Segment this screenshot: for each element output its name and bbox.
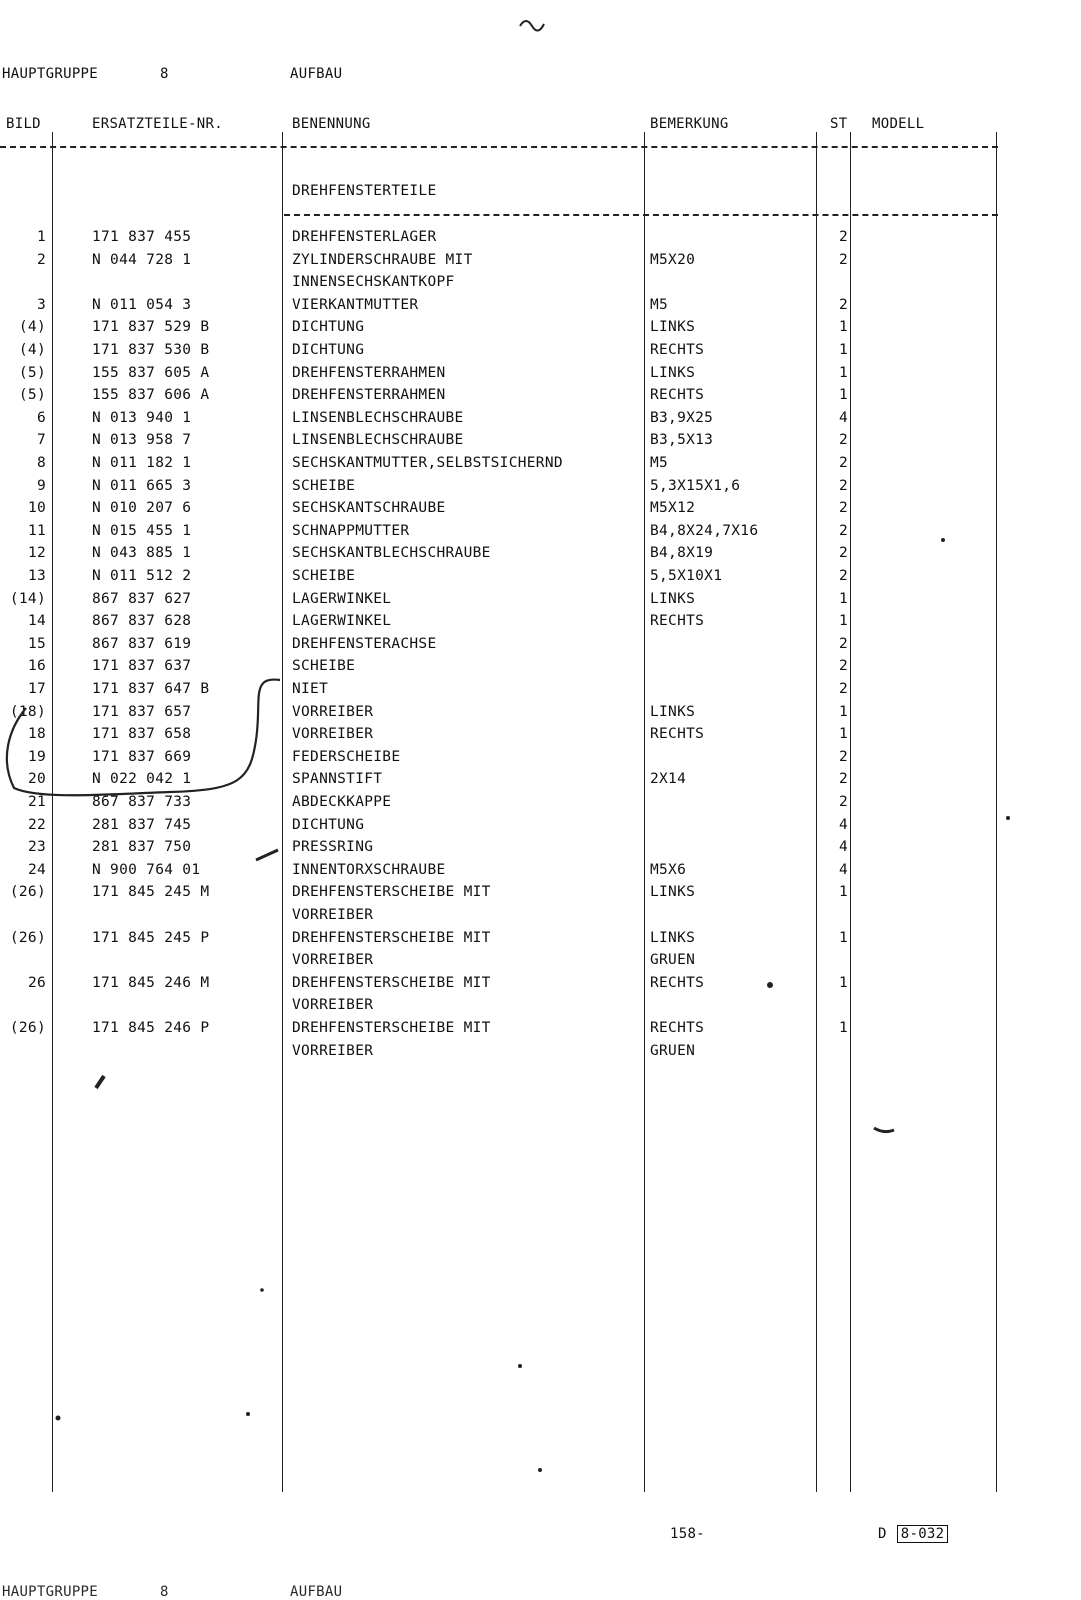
- bild-cell: 24: [27, 861, 46, 878]
- description-cell: NIET: [292, 681, 329, 697]
- part-number-cell: 171 845 245 M: [92, 884, 210, 901]
- description-cell: LINSENBLECHSCHRAUBE: [292, 432, 464, 449]
- bild-cell: 14: [27, 613, 46, 630]
- part-number-cell: 281 837 750: [92, 839, 192, 856]
- bild-cell: 17: [27, 681, 46, 697]
- quantity-cell: 2: [838, 748, 848, 765]
- bild-cell: (4): [18, 319, 46, 336]
- table-row: [0, 365, 1081, 387]
- table-row: [0, 817, 1081, 839]
- table-row: [0, 432, 1081, 454]
- bild-cell: 22: [27, 816, 46, 833]
- description-cell: VORREIBER: [292, 907, 374, 923]
- group-name: AUFBAU: [290, 66, 343, 82]
- description-cell: DREHFENSTERSCHEIBE MIT: [292, 974, 491, 991]
- quantity-cell: 2: [838, 296, 848, 313]
- pen-mark: [96, 1076, 104, 1088]
- table-row: [0, 500, 1081, 522]
- description-cell: VORREIBER: [292, 952, 374, 969]
- remark-cell: B4,8X19: [650, 545, 714, 562]
- table-row: [0, 410, 1081, 432]
- quantity-cell: 4: [838, 839, 848, 856]
- description-cell: SCHEIBE: [292, 568, 356, 584]
- part-number-cell: 171 845 246 P: [92, 1020, 210, 1036]
- description-cell: SCHEIBE: [292, 658, 356, 675]
- description-cell: LAGERWINKEL: [292, 613, 392, 630]
- remark-cell: B4,8X24,7X16: [650, 522, 759, 539]
- part-number-cell: N 043 885 1: [92, 545, 192, 562]
- bild-cell: 23: [27, 839, 46, 856]
- table-row: [0, 771, 1081, 793]
- quantity-cell: 1: [838, 703, 848, 720]
- description-cell: ABDECKKAPPE: [292, 794, 392, 810]
- description-cell: LINSENBLECHSCHRAUBE: [292, 409, 464, 426]
- col-header-st: ST: [830, 116, 848, 132]
- quantity-cell: 2: [838, 635, 848, 652]
- table-row: [0, 884, 1081, 906]
- bild-cell: (14): [9, 590, 46, 607]
- table-row: [0, 862, 1081, 884]
- col-header-nr: ERSATZTEILE-NR.: [92, 116, 223, 132]
- quantity-cell: 4: [838, 861, 848, 878]
- table-row: [0, 591, 1081, 613]
- remark-cell: GRUEN: [650, 1042, 696, 1059]
- group-label: HAUPTGRUPPE: [2, 66, 99, 82]
- group-number: 8: [160, 66, 169, 82]
- quantity-cell: 2: [838, 771, 848, 788]
- description-cell: FEDERSCHEIBE: [292, 748, 401, 765]
- description-cell: VORREIBER: [292, 997, 374, 1014]
- table-row: [0, 636, 1081, 658]
- table-row: [0, 297, 1081, 319]
- quantity-cell: 1: [838, 342, 848, 358]
- quantity-cell: 2: [838, 251, 848, 268]
- description-cell: PRESSRING: [292, 839, 374, 856]
- part-number-cell: N 011 182 1: [92, 455, 192, 471]
- quantity-cell: 2: [838, 794, 848, 810]
- description-cell: VIERKANTMUTTER: [292, 296, 419, 313]
- bild-cell: (5): [18, 387, 46, 404]
- remark-cell: 2X14: [650, 771, 687, 788]
- quantity-cell: 1: [838, 613, 848, 630]
- table-row: [0, 658, 1081, 680]
- group-label: HAUPTGRUPPE: [2, 1584, 99, 1600]
- part-number-cell: 867 837 733: [92, 794, 192, 810]
- quantity-cell: 2: [838, 681, 848, 697]
- part-number-cell: 867 837 619: [92, 635, 192, 652]
- table-row: [0, 568, 1081, 590]
- table-row: [0, 952, 1081, 974]
- description-cell: LAGERWINKEL: [292, 590, 392, 607]
- scan-speck: [246, 1412, 250, 1416]
- bild-cell: 6: [36, 409, 46, 426]
- remark-cell: RECHTS: [650, 1020, 705, 1036]
- table-row: [0, 726, 1081, 748]
- description-cell: DREHFENSTERSCHEIBE MIT: [292, 929, 491, 946]
- bild-cell: (26): [9, 929, 46, 946]
- bild-cell: (4): [18, 342, 46, 358]
- table-row: [0, 545, 1081, 567]
- quantity-cell: 2: [838, 477, 848, 494]
- quantity-cell: 4: [838, 816, 848, 833]
- bild-cell: 18: [27, 726, 46, 743]
- description-cell: DREHFENSTERSCHEIBE MIT: [292, 1020, 491, 1036]
- table-row: [0, 387, 1081, 409]
- quantity-cell: 2: [838, 432, 848, 449]
- table-row: [0, 252, 1081, 274]
- col-header-benennung: BENENNUNG: [292, 116, 371, 132]
- page-reference: [878, 1526, 948, 1542]
- bild-cell: 10: [27, 500, 46, 517]
- quantity-cell: 1: [838, 726, 848, 743]
- bild-cell: (5): [18, 364, 46, 381]
- group-name: AUFBAU: [290, 1584, 343, 1600]
- description-cell: SECHSKANTSCHRAUBE: [292, 500, 446, 517]
- table-row: [0, 975, 1081, 997]
- part-number-cell: 171 845 245 P: [92, 929, 210, 946]
- part-number-cell: N 011 512 2: [92, 568, 192, 584]
- bild-cell: 3: [36, 296, 46, 313]
- bild-cell: 15: [27, 635, 46, 652]
- remark-cell: LINKS: [650, 590, 696, 607]
- bild-cell: (26): [9, 884, 46, 901]
- table-row: [0, 997, 1081, 1019]
- section-title: DREHFENSTERTEILE: [292, 183, 437, 199]
- quantity-cell: 2: [838, 229, 848, 245]
- part-number-cell: N 011 665 3: [92, 477, 192, 494]
- bild-cell: 13: [27, 568, 46, 584]
- scan-speck: [260, 1288, 264, 1292]
- part-number-cell: 155 837 605 A: [92, 364, 210, 381]
- bild-cell: 11: [27, 522, 46, 539]
- description-cell: DREHFENSTERRAHMEN: [292, 387, 446, 404]
- bild-cell: 21: [27, 794, 46, 810]
- remark-cell: B3,5X13: [650, 432, 714, 449]
- table-row: [0, 613, 1081, 635]
- page-ref-prefix: D: [878, 1526, 887, 1542]
- part-number-cell: N 011 054 3: [92, 296, 192, 313]
- table-row: [0, 478, 1081, 500]
- table-row: [0, 1043, 1081, 1065]
- part-number-cell: 171 845 246 M: [92, 974, 210, 991]
- part-number-cell: 171 837 455: [92, 229, 192, 245]
- description-cell: SPANNSTIFT: [292, 771, 383, 788]
- part-number-cell: N 015 455 1: [92, 522, 192, 539]
- header-rule: [0, 146, 998, 148]
- remark-cell: LINKS: [650, 929, 696, 946]
- pen-mark: [520, 21, 544, 31]
- part-number-cell: 171 837 530 B: [92, 342, 210, 358]
- pen-mark: [874, 1128, 894, 1132]
- quantity-cell: 2: [838, 455, 848, 471]
- description-cell: DREHFENSTERLAGER: [292, 229, 437, 245]
- remark-cell: M5X6: [650, 861, 687, 878]
- part-number-cell: 281 837 745: [92, 816, 192, 833]
- bild-cell: 19: [27, 748, 46, 765]
- part-number-cell: N 010 207 6: [92, 500, 192, 517]
- table-row: [0, 704, 1081, 726]
- table-row: [0, 907, 1081, 929]
- remark-cell: GRUEN: [650, 952, 696, 969]
- part-number-cell: 867 837 628: [92, 613, 192, 630]
- remark-cell: RECHTS: [650, 726, 705, 743]
- table-row: [0, 342, 1081, 364]
- quantity-cell: 2: [838, 545, 848, 562]
- table-row: [0, 930, 1081, 952]
- col-header-bild: BILD: [6, 116, 41, 132]
- description-cell: INNENSECHSKANTKOPF: [292, 274, 455, 291]
- quantity-cell: 1: [838, 387, 848, 404]
- table-row: [0, 749, 1081, 771]
- remark-cell: LINKS: [650, 884, 696, 901]
- quantity-cell: 1: [838, 319, 848, 336]
- remark-cell: M5X12: [650, 500, 696, 517]
- remark-cell: M5: [650, 455, 669, 471]
- remark-cell: LINKS: [650, 319, 696, 336]
- remark-cell: RECHTS: [650, 387, 705, 404]
- description-cell: SECHSKANTBLECHSCHRAUBE: [292, 545, 491, 562]
- quantity-cell: 1: [838, 929, 848, 946]
- scan-speck: [518, 1364, 522, 1368]
- table-row: [0, 681, 1081, 703]
- scan-speck: [538, 1468, 542, 1472]
- remark-cell: LINKS: [650, 703, 696, 720]
- quantity-cell: 1: [838, 884, 848, 901]
- bild-cell: 1: [36, 229, 46, 245]
- remark-cell: RECHTS: [650, 974, 705, 991]
- bild-cell: 8: [36, 455, 46, 471]
- part-number-cell: 867 837 627: [92, 590, 192, 607]
- description-cell: DICHTUNG: [292, 319, 365, 336]
- quantity-cell: 1: [838, 1020, 848, 1036]
- part-number-cell: 171 837 658: [92, 726, 192, 743]
- table-row: [0, 319, 1081, 341]
- remark-cell: RECHTS: [650, 342, 705, 358]
- part-number-cell: N 022 042 1: [92, 771, 192, 788]
- remark-cell: M5: [650, 296, 669, 313]
- description-cell: SECHSKANTMUTTER,SELBSTSICHERND: [292, 455, 563, 471]
- table-row: [0, 274, 1081, 296]
- remark-cell: 5,5X10X1: [650, 568, 723, 584]
- part-number-cell: N 013 958 7: [92, 432, 192, 449]
- description-cell: DICHTUNG: [292, 342, 365, 358]
- table-row: [0, 523, 1081, 545]
- description-cell: DREHFENSTERRAHMEN: [292, 364, 446, 381]
- part-number-cell: 155 837 606 A: [92, 387, 210, 404]
- remark-cell: 5,3X15X1,6: [650, 477, 741, 494]
- table-row: [0, 455, 1081, 477]
- bild-cell: 16: [27, 658, 46, 675]
- quantity-cell: 2: [838, 500, 848, 517]
- bild-cell: (18): [9, 703, 46, 720]
- table-row: [0, 794, 1081, 816]
- description-cell: ZYLINDERSCHRAUBE MIT: [292, 251, 473, 268]
- quantity-cell: 1: [838, 590, 848, 607]
- description-cell: SCHEIBE: [292, 477, 356, 494]
- remark-cell: B3,9X25: [650, 409, 714, 426]
- description-cell: INNENTORXSCHRAUBE: [292, 861, 446, 878]
- scan-speck: [56, 1416, 61, 1421]
- quantity-cell: 2: [838, 658, 848, 675]
- part-number-cell: N 900 764 01: [92, 861, 201, 878]
- remark-cell: RECHTS: [650, 613, 705, 630]
- quantity-cell: 1: [838, 364, 848, 381]
- bild-cell: 26: [27, 974, 46, 991]
- table-row: [0, 1020, 1081, 1042]
- table-row: [0, 839, 1081, 861]
- bild-cell: 9: [36, 477, 46, 494]
- group-number: 8: [160, 1584, 169, 1600]
- description-cell: DREHFENSTERSCHEIBE MIT: [292, 884, 491, 901]
- quantity-cell: 4: [838, 409, 848, 426]
- bild-cell: (26): [9, 1020, 46, 1036]
- quantity-cell: 1: [838, 974, 848, 991]
- description-cell: VORREIBER: [292, 726, 374, 743]
- quantity-cell: 2: [838, 568, 848, 584]
- part-number-cell: 171 837 529 B: [92, 319, 210, 336]
- bild-cell: 2: [36, 251, 46, 268]
- remark-cell: M5X20: [650, 251, 696, 268]
- page-number: 158-: [670, 1526, 705, 1542]
- quantity-cell: 2: [838, 522, 848, 539]
- section-rule: [284, 214, 998, 216]
- bild-cell: 7: [36, 432, 46, 449]
- part-number-cell: 171 837 657: [92, 703, 192, 720]
- col-header-bemerkung: BEMERKUNG: [650, 116, 729, 132]
- description-cell: SCHNAPPMUTTER: [292, 522, 410, 539]
- description-cell: VORREIBER: [292, 1042, 374, 1059]
- description-cell: DREHFENSTERACHSE: [292, 635, 437, 652]
- part-number-cell: 171 837 647 B: [92, 681, 210, 697]
- description-cell: DICHTUNG: [292, 816, 365, 833]
- col-header-modell: MODELL: [872, 116, 925, 132]
- bild-cell: 20: [27, 771, 46, 788]
- description-cell: VORREIBER: [292, 703, 374, 720]
- part-number-cell: 171 837 637: [92, 658, 192, 675]
- table-row: [0, 229, 1081, 251]
- part-number-cell: N 013 940 1: [92, 409, 192, 426]
- part-number-cell: N 044 728 1: [92, 251, 192, 268]
- page-ref-code: 8-032: [897, 1525, 949, 1543]
- remark-cell: LINKS: [650, 364, 696, 381]
- part-number-cell: 171 837 669: [92, 748, 192, 765]
- bild-cell: 12: [27, 545, 46, 562]
